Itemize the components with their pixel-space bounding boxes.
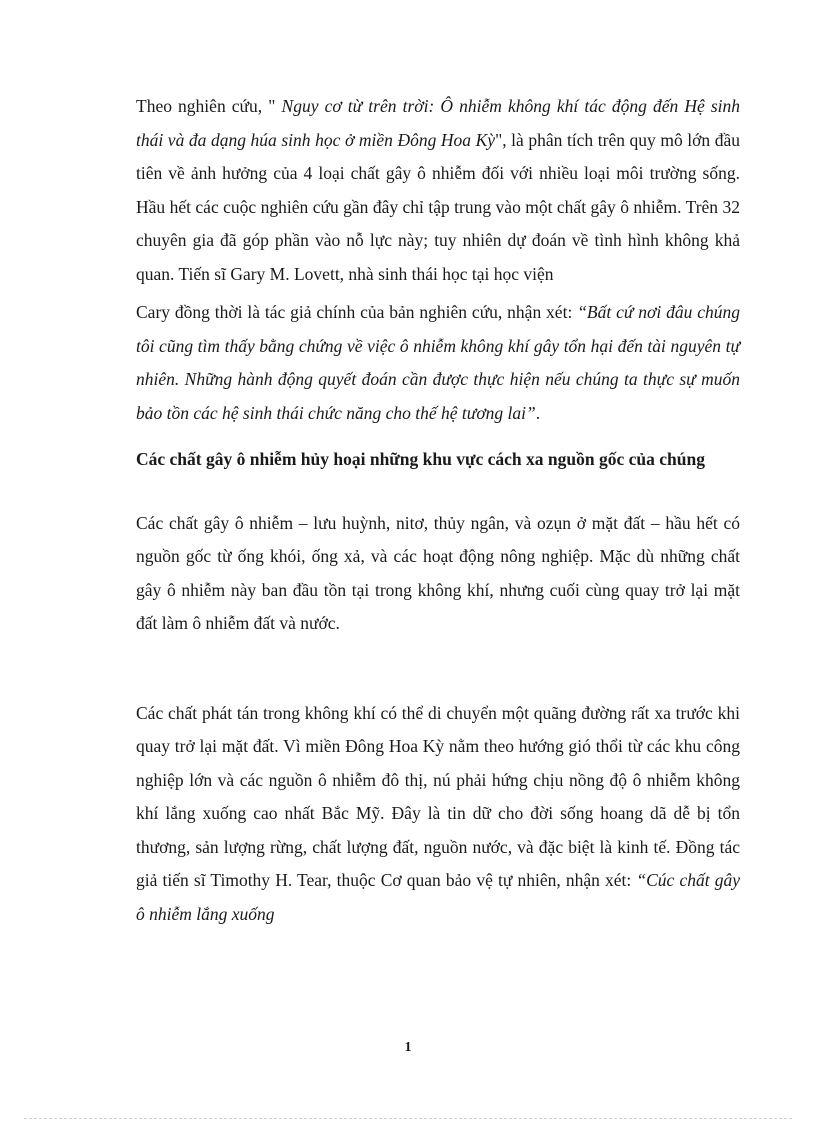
document-body (136, 90, 740, 931)
paragraph-lovett-quote (136, 296, 740, 430)
section-heading: Các chất gây ô nhiễm hủy hoại những khu vực cách xa nguồn gốc của chúng (136, 449, 705, 469)
lovett-quote: “Bất cứ nơi đâu chúng tôi cũng tìm thấy bằng chứng về việc ô nhiễm không khí gây tổn hại đến tài nguyên tự nhiên. Những hành động quyết đoán cần được thực hiện nếu chúng ta thực sự muốn bảo tồn các hệ sinh thái chức năng cho thế hệ tương lai” (136, 302, 740, 423)
paragraph-text: Theo nghiên cứu, " (136, 96, 276, 116)
paragraph-study-intro (136, 90, 740, 291)
paragraph-pollutant-sources: Các chất gây ô nhiễm – lưu huỳnh, nitơ, thủy ngân, và ozụn ở mặt đất – hầu hết có nguồn gốc từ ống khói, ống xả, và các hoạt động nông nghiệp. Mặc dù những chất gây ô nhiễm này ban đầu tồn tại trong không khí, nhưng cuối cùng quay trở lại mặt đất làm ô nhiễm đất và nước. (136, 512, 740, 633)
study-title: Nguy cơ từ trên trời: Ô nhiễm không khí tác động đến Hệ sinh thái và đa dạng húa sinh học ở miền Đông Hoa Kỳ (136, 96, 740, 150)
tear-quote: “Cúc chất gây ô nhiễm lắng xuống (136, 870, 740, 924)
page-number: 1 (404, 1040, 412, 1055)
paragraph-text: . (535, 402, 541, 423)
paragraph-text: Cary đồng thời là tác giả chính của bản nghiên cứu, nhận xét: (136, 302, 578, 322)
page-bottom-divider (24, 1118, 792, 1119)
paragraph-text: ", là phân tích trên quy mô lớn đầu tiên về ảnh hưởng của 4 loại chất gây ô nhiễm đối với nhiều loại môi trường sống. Hầu hết các cuộc nghiên cứu gần đây chỉ tập trung vào một chất gây ô nhiễm. Trên 32 chuyên gia đã góp phần vào nỗ lực này; tuy nhiên dự đoán về tình hình không khả quan. Tiến sĩ Gary M. Lovett, nhà sinh thái học tại học viện (136, 129, 741, 284)
paragraph-eastern-us (136, 697, 740, 932)
paragraph-text: Các chất phát tán trong không khí có thể di chuyển một quãng đường rất xa trước khi quay trở lại mặt đất. Vì miền Đông Hoa Kỳ nằm theo hướng gió thổi từ các khu công nghiệp lớn và các nguồn ô nhiễm đô thị, nú phải hứng chịu nồng độ ô nhiễm không khí lắng xuống cao nhất Bắc Mỹ. Đây là tin dữ cho đời sống hoang dã dễ bị tổn thương, sản lượng rừng, chất lượng đất, nguồn nước, và đặc biệt là kinh tế. Đồng tác giả tiến sĩ Timothy H. Tear, thuộc Cơ quan bảo vệ tự nhiên, nhận xét: (136, 702, 740, 890)
